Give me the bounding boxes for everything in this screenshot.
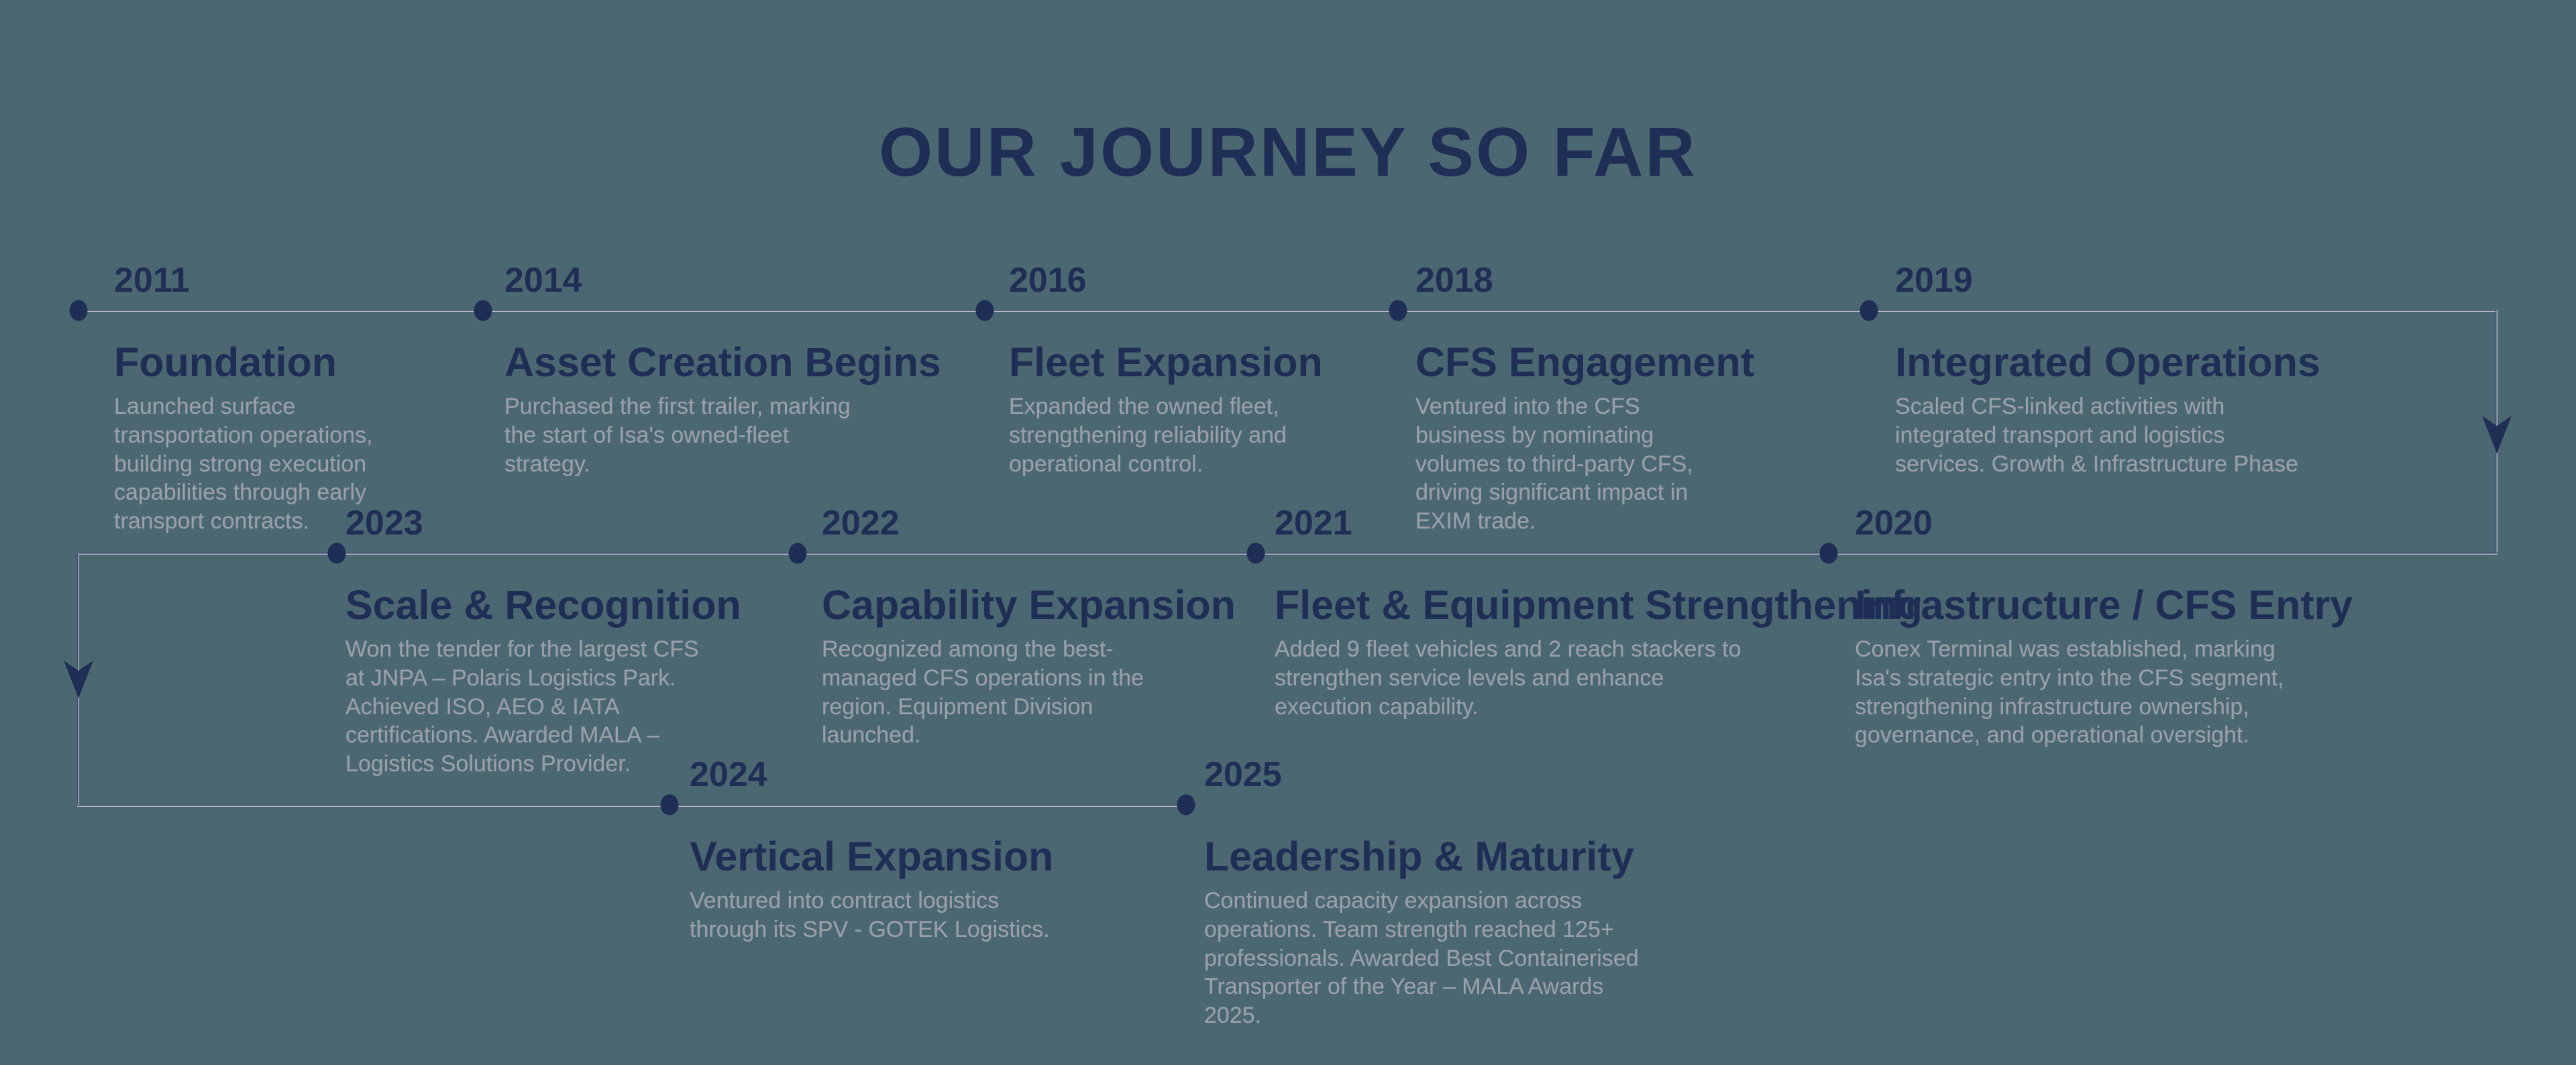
timeline-line-row1 [78,310,2498,312]
event-title: Asset Creation Begins [504,339,941,385]
event-title: Vertical Expansion [690,834,1054,879]
page-title: OUR JOURNEY SO FAR [879,113,1697,190]
event-title: CFS Engagement [1415,339,1755,385]
timeline-dot-2021 [1247,543,1265,564]
event-description: Expanded the owned fleet, strengthening reliability and operational control. [1009,394,1287,477]
event-year: 2014 [504,261,582,300]
event-year: 2016 [1009,261,1087,300]
timeline-dot-2022 [789,543,807,564]
event-title: Integrated Operations [1895,339,2320,385]
event-title: Leadership & Maturity [1204,834,1634,879]
timeline-dot-2014 [474,300,492,321]
event-description: Launched surface transportation operations, building strong execution capabilities through early transport contracts. [114,394,373,535]
timeline-dot-2024 [661,795,679,816]
event-title: Scale & Recognition [345,582,741,628]
timeline-dot-2025 [1177,795,1195,816]
event-description: Scaled CFS-linked activities with integrated transport and logistics services. Growth & Infrastructure Phase [1895,394,2298,477]
event-year: 2021 [1275,504,1352,543]
event-title: Infrastructure / CFS Entry [1855,582,2353,628]
event-description: Won the tender for the largest CFS at JNPA – Polaris Logistics Park. Achieved ISO, AEO & IATA certifications. Awarded MALA – Logistics Solutions Provider. [345,636,699,777]
event-description: Ventured into the CFS business by nominating volumes to third-party CFS, driving significant impact in EXIM trade. [1415,394,1693,535]
event-title: Fleet & Equipment Strengthening [1275,582,1923,628]
event-description: Added 9 fleet vehicles and 2 reach stackers to strengthen service levels and enhance execution capability. [1275,636,1741,720]
event-year: 2022 [822,504,900,543]
event-year: 2018 [1415,261,1493,300]
event-description: Continued capacity expansion across operations. Team strength reached 125+ professionals. Awarded Best Containerised Transporter of the Year – MALA Awards 2025. [1204,888,1639,1029]
event-description: Ventured into contract logistics through its SPV - GOTEK Logistics. [690,888,1050,942]
timeline-dot-2016 [976,300,994,321]
event-year: 2011 [114,261,190,300]
event-year: 2019 [1895,261,1973,300]
event-title: Fleet Expansion [1009,339,1323,385]
event-title: Foundation [114,339,337,385]
timeline-dot-2011 [70,300,88,321]
timeline-line-row3 [77,805,1186,807]
event-description: Conex Terminal was established, marking Isa's strategic entry into the CFS segment, strengthening infrastructure ownership, governance, and operational oversight. [1855,636,2284,748]
event-title: Capability Expansion [822,582,1236,628]
event-year: 2024 [690,755,767,794]
timeline-dot-2023 [328,543,346,564]
event-year: 2023 [345,504,423,543]
timeline-line-row2 [77,553,2498,555]
event-description: Purchased the first trailer, marking the start of Isa's owned-fleet strategy. [504,394,851,477]
arrow-down-icon [64,661,93,698]
event-description: Recognized among the best-managed CFS operations in the region. Equipment Division launched. [822,636,1144,748]
timeline-dot-2019 [1860,300,1878,321]
timeline-dot-2018 [1389,300,1407,321]
event-year: 2025 [1204,755,1282,794]
event-year: 2020 [1855,504,1933,543]
timeline-dot-2020 [1820,543,1838,564]
arrow-down-icon [2482,416,2512,453]
